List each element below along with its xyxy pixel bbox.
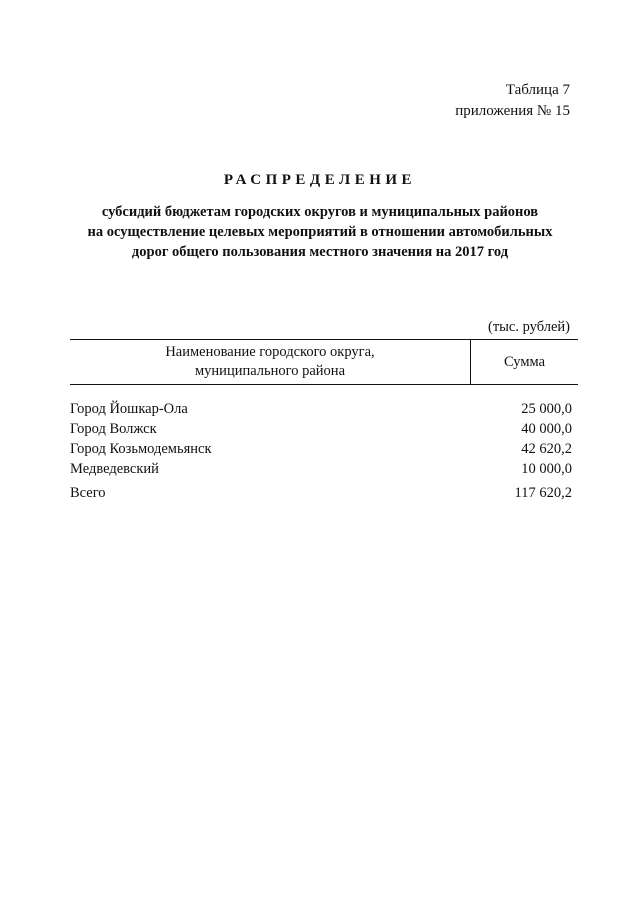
- subsidy-table: [70, 339, 578, 503]
- table-number: Таблица 7: [505, 82, 570, 98]
- table-row: [70, 439, 578, 459]
- units-label: (тыс. рублей): [488, 319, 570, 335]
- row-amount: 25 000,0: [521, 401, 572, 417]
- header-name-line-2: муниципального района: [195, 363, 345, 379]
- table-row: [70, 419, 578, 439]
- appendix-number: приложения № 15: [455, 103, 570, 119]
- row-name: Медведевский: [70, 461, 159, 477]
- header-sum: Сумма: [471, 340, 579, 385]
- subtitle-line-1: субсидий бюджетам городских округов и муниципальных районов: [101, 204, 539, 220]
- header-name-line-1: Наименование городского округа,: [165, 344, 375, 360]
- subtitle-line-3: дорог общего пользования местного значения на 2017 год: [131, 244, 509, 260]
- row-name: Город Волжск: [70, 421, 157, 437]
- row-amount: 42 620,2: [521, 441, 572, 457]
- row-name: Город Козьмодемьянск: [70, 441, 212, 457]
- row-amount: 40 000,0: [521, 421, 572, 437]
- row-name: Город Йошкар-Ола: [70, 401, 188, 417]
- table-header-row: [70, 340, 578, 385]
- document-title: РАСПРЕДЕЛЕНИЕ: [223, 172, 417, 188]
- document-subtitle: [70, 202, 570, 262]
- subtitle-line-2: на осуществление целевых мероприятий в отношении автомобильных: [87, 224, 553, 240]
- total-label: Всего: [70, 485, 106, 501]
- row-amount: 10 000,0: [521, 461, 572, 477]
- table-row: [70, 459, 578, 479]
- table-row: [70, 385, 578, 420]
- total-row: [70, 479, 578, 503]
- total-amount: 117 620,2: [514, 485, 572, 501]
- header-name: [70, 340, 471, 385]
- table-reference: [455, 80, 570, 122]
